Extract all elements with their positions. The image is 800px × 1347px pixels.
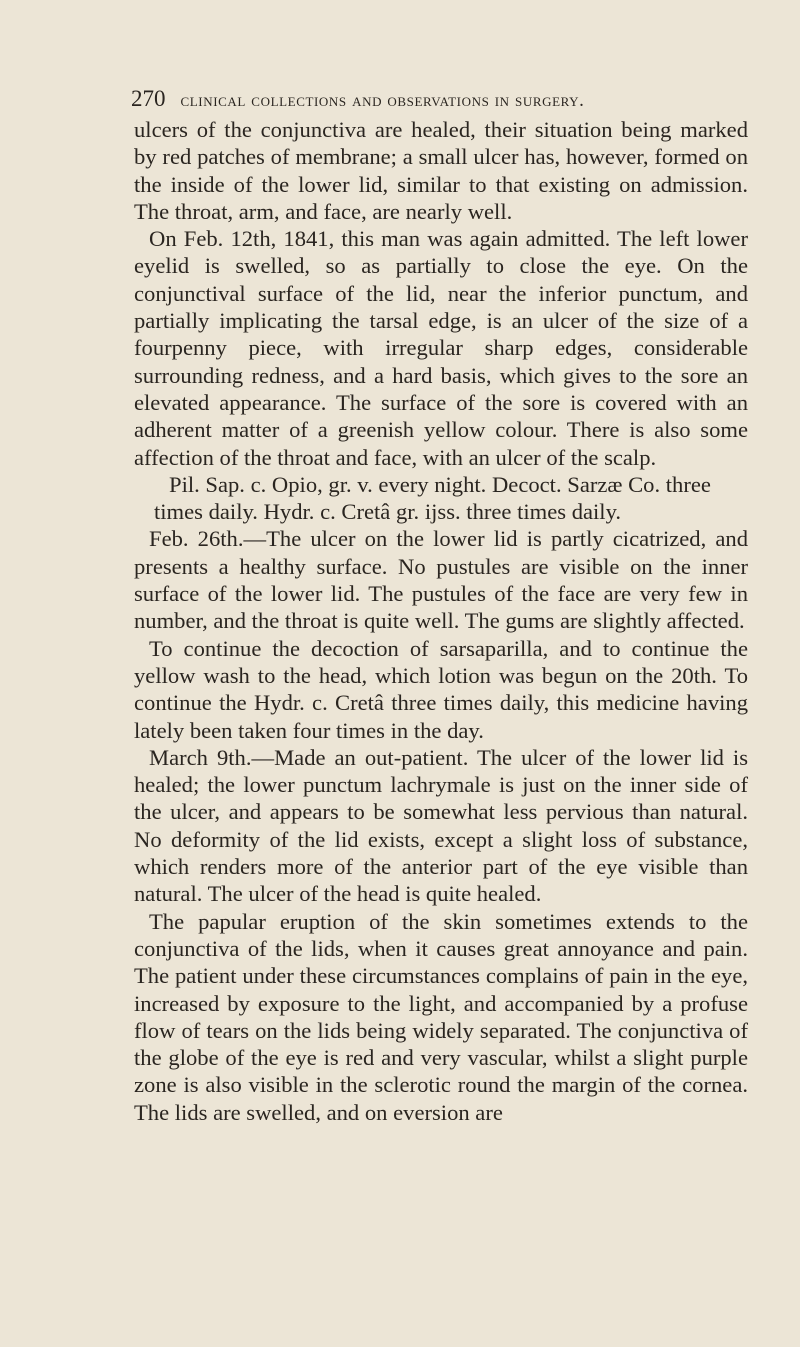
running-head	[131, 86, 741, 112]
paragraph-continuation: ulcers of the conjunctiva are healed, their situation being marked by red patches of membrane; a small ulcer has, however, formed on the inside of the lower lid, similar to that existing on admission. The throat, arm, and face, are nearly well.	[134, 117, 748, 224]
paragraph-treatment: To continue the decoction of sarsaparilla, and to continue the yellow wash to the head, which lotion was begun on the 20th. To continue the Hydr. c. Cretâ three times daily, this medicine having lately been taken four times in the day.	[134, 635, 748, 743]
paragraph-papular-eruption: The papular eruption of the skin sometimes extends to the conjunctiva of the lids, when it causes great annoyance and pain. The patient under these circumstances complains of pain in the eye, increased by exposure to the light, and accompanied by a profuse flow of tears on the lids being widely separated. The conjunctiva of the globe of the eye is red and very vascular, whilst a slight purple zone is also visible in the sclerotic round the margin of the cornea. The lids are swelled, and on eversion are	[134, 908, 748, 1125]
running-title: clinical collections and observations in surgery.	[180, 90, 585, 111]
paragraph-march-9: March 9th.—Made an out-patient. The ulcer of the lower lid is healed; the lower punctum lachrymale is just on the inner side of the ulcer, and appears to be somewhat less pervious than natural. No deformity of the lid exists, except a slight loss of substance, which renders more of the anterior part of the eye visible than natural. The ulcer of the head is quite healed.	[134, 744, 748, 907]
paragraph-readmission: On Feb. 12th, 1841, this man was again admitted. The left lower eyelid is swelled, so as partially to close the eye. On the conjunctival surface of the lid, near the inferior punctum, and partially implicating the tarsal edge, is an ulcer of the size of a fourpenny piece, with irregular sharp edges, considerable surrounding redness, and a hard basis, which gives to the sore an elevated appearance. The surface of the sore is covered with an adherent matter of a greenish yellow colour. There is also some affection of the throat and face, with an ulcer of the scalp.	[134, 226, 748, 470]
paragraph-feb-26: Feb. 26th.—The ulcer on the lower lid is partly cicatrized, and presents a healthy surface. No pustules are visible on the inner surface of the lower lid. The pustules of the face are very few in number, and the throat is quite well. The gums are slightly affected.	[134, 526, 748, 634]
page-number: 270	[131, 86, 166, 111]
body-text	[134, 116, 748, 1126]
prescription: Pil. Sap. c. Opio, gr. v. every night. Decoct. Sarzæ Co. three times daily. Hydr. c. Cretâ gr. ijss. three times daily.	[154, 471, 711, 525]
